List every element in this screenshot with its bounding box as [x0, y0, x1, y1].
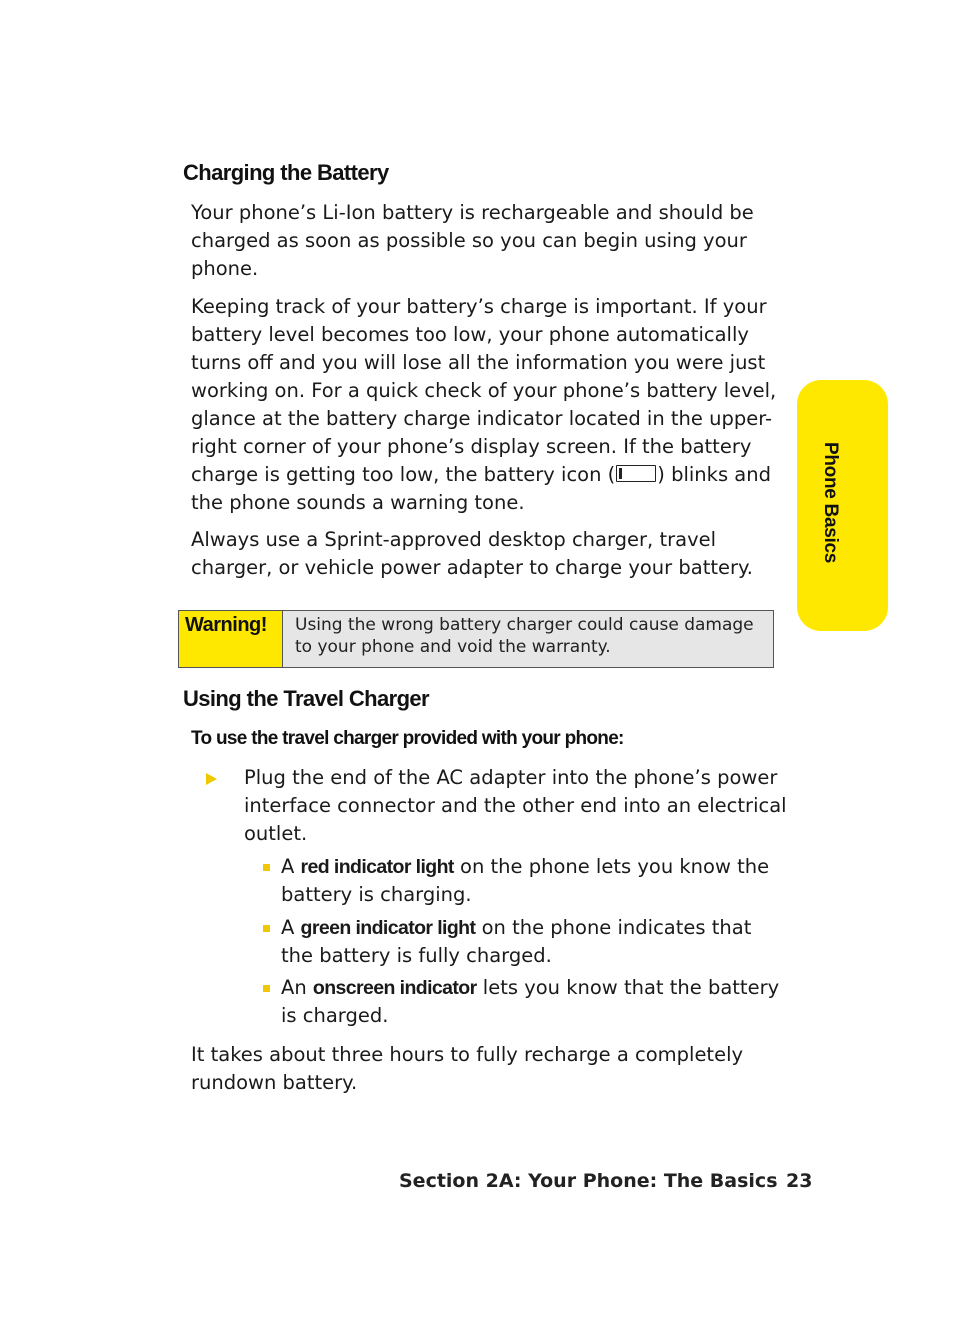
bullet-item: A green indicator light on the phone indicates that the battery is fully charged. — [281, 916, 752, 967]
paragraph-battery-level-part1: Keeping track of your battery’s charge is important. If your battery level becomes too low, your phone automatically turns off and you will lose all the information you were just working on. For a quick check of your phone’s battery level, glance at the battery charge indicator located in the upper-right corner of your phone’s display screen. If the battery charge is getting too low, the battery icon ( — [191, 295, 777, 486]
section-heading-charging: Charging the Battery — [183, 160, 389, 185]
side-tab — [797, 380, 888, 631]
procedure-heading: To use the travel charger provided with your phone: — [191, 728, 624, 749]
warning-text: Using the wrong battery charger could cause damage to your phone and void the warranty. — [283, 611, 773, 667]
bullet-square-icon — [263, 985, 270, 992]
bullet-square-icon — [263, 925, 270, 932]
paragraph-recharge-time: It takes about three hours to fully recharge a completely rundown battery. — [191, 1043, 744, 1094]
battery-low-icon — [616, 465, 656, 482]
footer-section-title: Section 2A: Your Phone: The Basics — [399, 1170, 778, 1192]
section-heading-travel-charger: Using the Travel Charger — [183, 686, 430, 711]
warning-label: Warning! — [179, 611, 283, 667]
side-tab-label: Phone Basics — [820, 442, 841, 564]
paragraph-charger-advice: Always use a Sprint-approved desktop charger, travel charger, or vehicle power adapter to charge your battery. — [191, 528, 753, 579]
step-arrow-icon — [206, 773, 217, 785]
page-number: 23 — [786, 1170, 813, 1192]
paragraph-intro: Your phone’s Li-Ion battery is rechargeable and should be charged as soon as possible so you can begin using your phone. — [191, 201, 754, 280]
bullet-square-icon — [263, 864, 270, 871]
bullet-bold-term: green indicator light — [300, 917, 476, 939]
warning-box — [178, 610, 774, 668]
bullet-bold-term: red indicator light — [300, 856, 454, 878]
step-text: Plug the end of the AC adapter into the phone’s power interface connector and the other end into an electrical outlet. — [244, 766, 787, 845]
paragraph-battery-level — [191, 293, 781, 517]
bullet-item: A red indicator light on the phone lets you know the battery is charging. — [281, 855, 770, 906]
bullet-bold-term: onscreen indicator — [312, 977, 477, 999]
paragraph-battery-level-part2: ) blinks and the phone sounds a warning tone. — [191, 463, 771, 514]
bullet-item: An onscreen indicator lets you know that the battery is charged. — [281, 976, 780, 1027]
